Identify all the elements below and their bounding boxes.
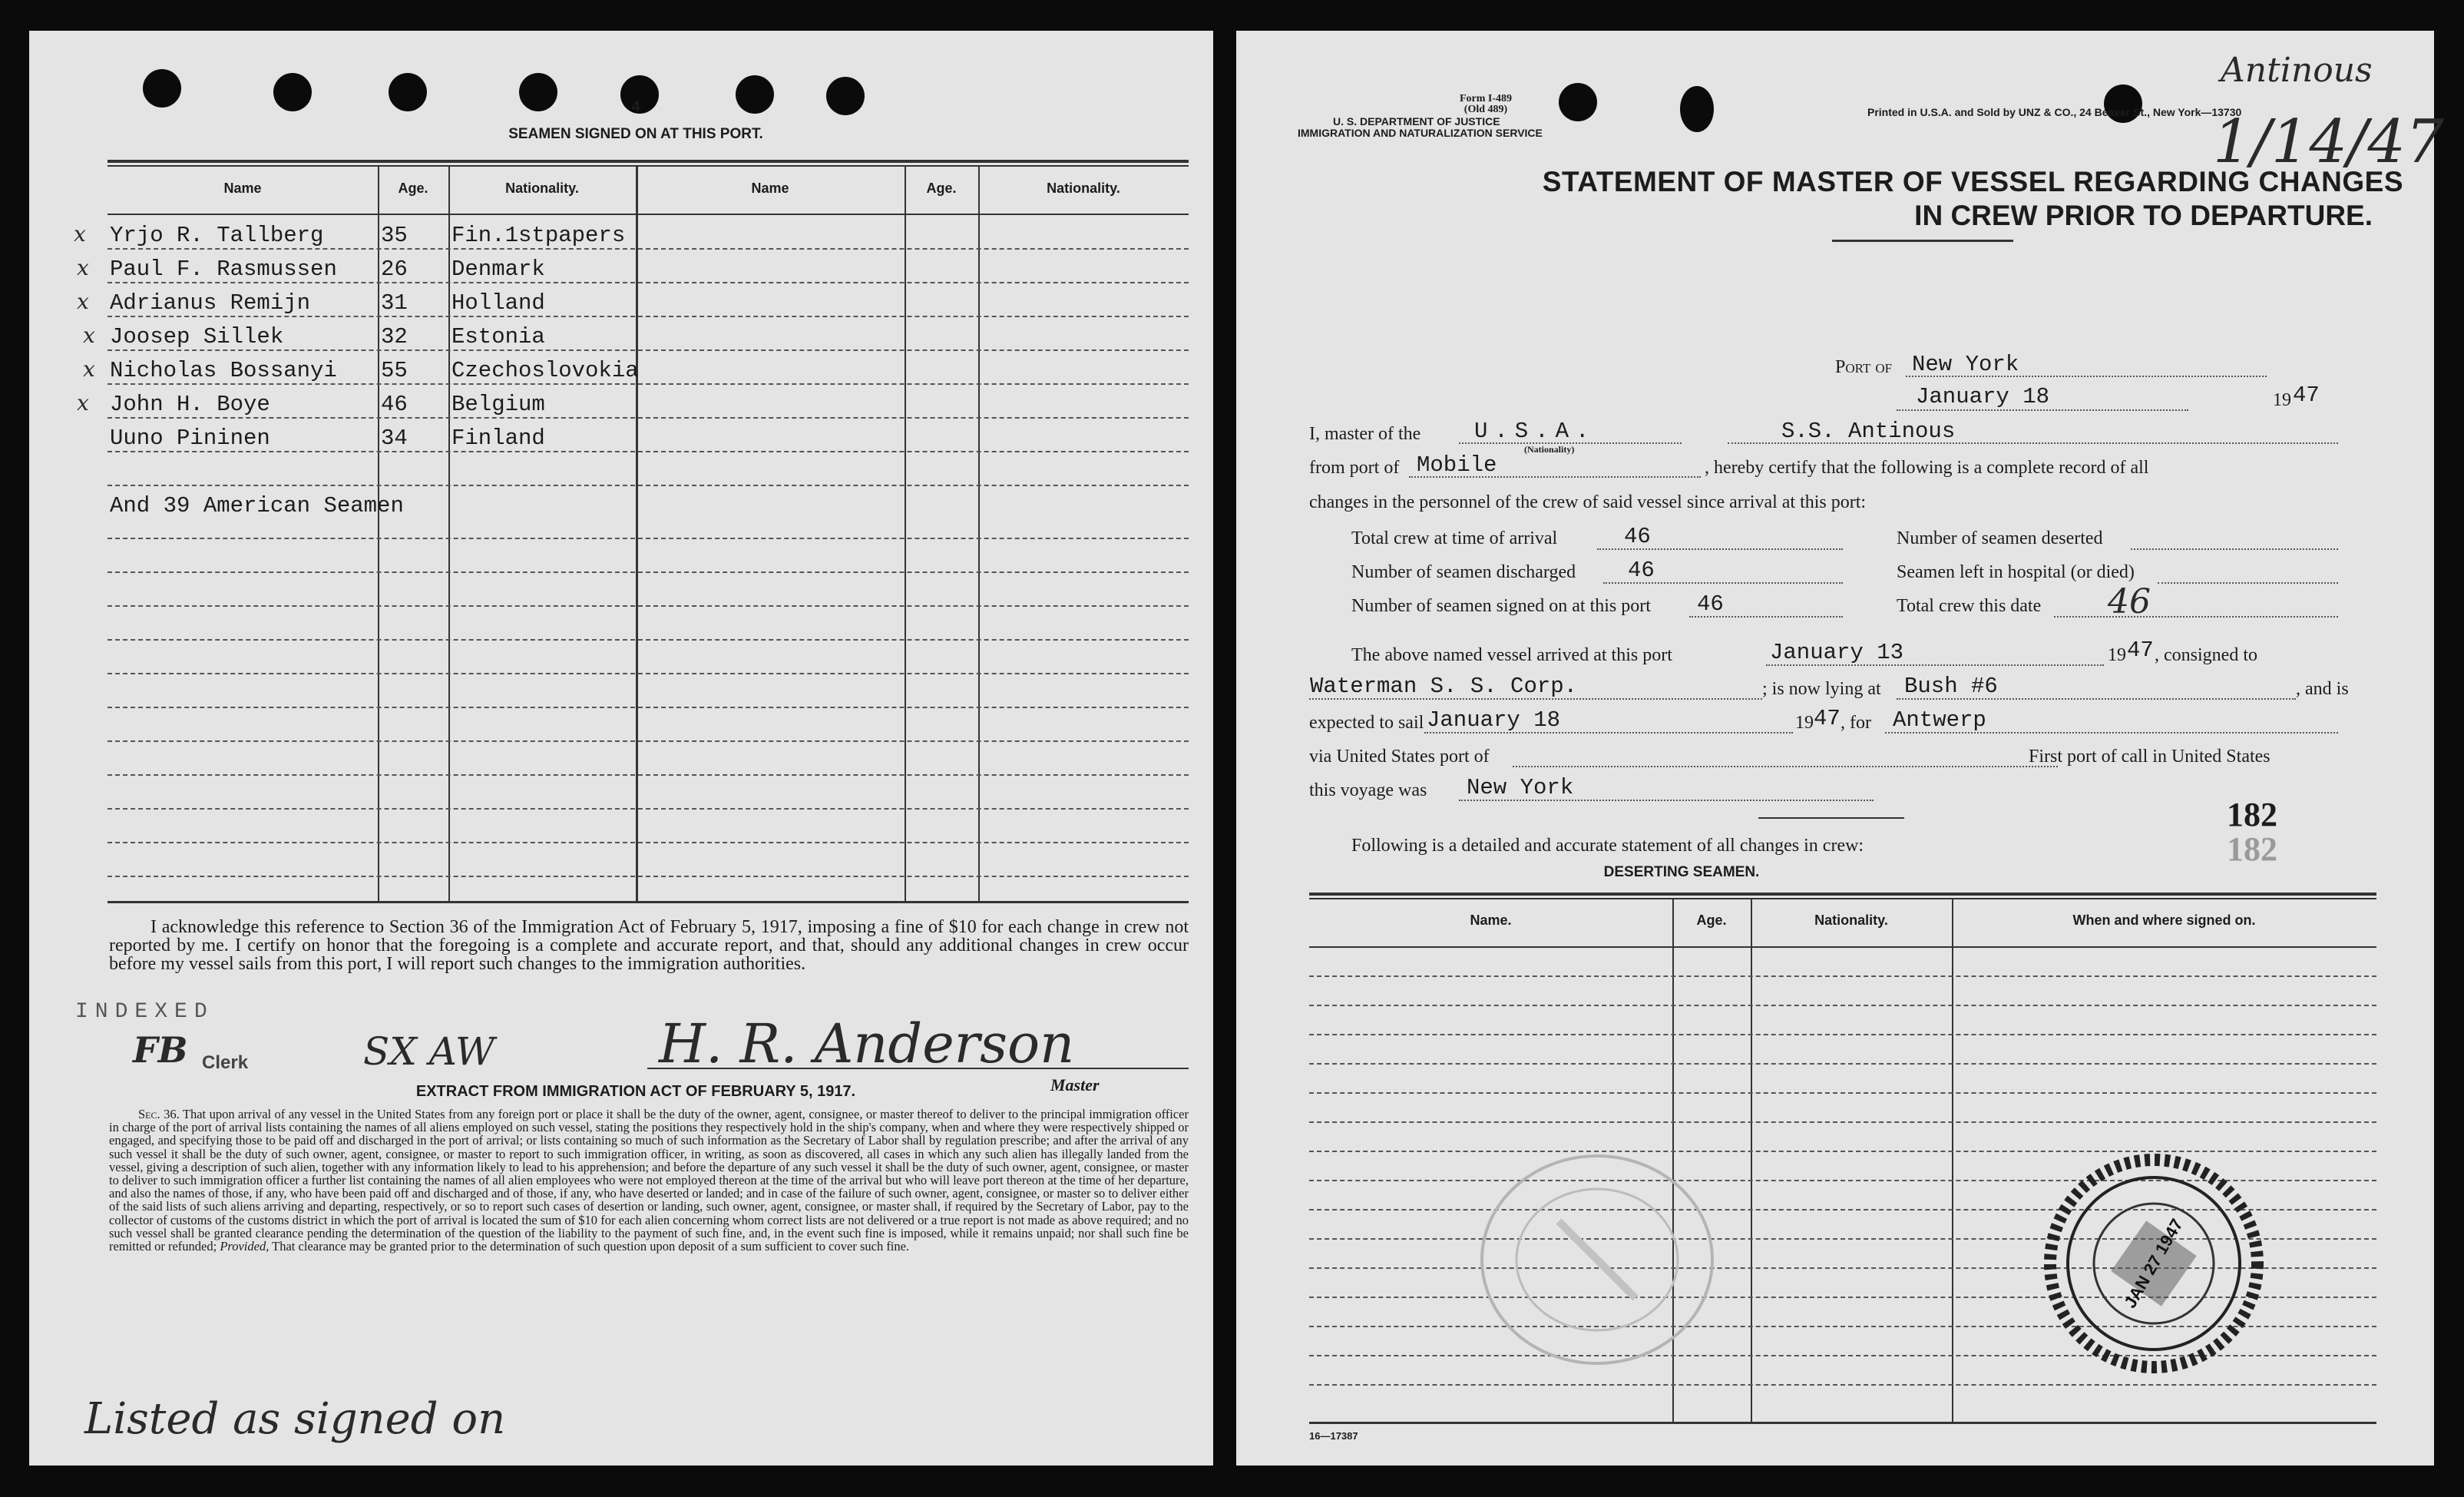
master-of-label: I, master of the bbox=[1309, 424, 1421, 444]
master-label: Master bbox=[1050, 1075, 1100, 1095]
stamp-number: 182 bbox=[2227, 796, 2277, 833]
col-header-nationality-2: Nationality. bbox=[1047, 181, 1120, 196]
stat-value: 46 bbox=[1697, 591, 1724, 617]
stat-label: Total crew this date bbox=[1897, 596, 2042, 616]
form-number: Form I-489 bbox=[1459, 93, 1513, 104]
postmark-date-text: JAN 27 1947 bbox=[2120, 1215, 2187, 1312]
desert-col-signed: When and where signed on. bbox=[2072, 912, 2256, 928]
section-body: That upon arrival of any vessel in the United States from any foreign port or place it shall be the duty of the owner, agent, consignee, or master thereof to deliver to the principal immigration officer in charge of the port of arrival lists containing the names of all aliens employed on such vessel, stating the positions they respectively hold in the ship's company, when and where they were respectively shipped or engaged, and specifying those to be paid off and discharged in the port of arrival; or lists containing so much of such information as the Secretary of Labor shall by regulation prescribe; and after the arrival of any such vessel it shall be the duty of such owner, agent, consignee, or master to report to such immigration officer, in writing, as soon as discovered, all cases in which any such alien has illegally landed from the vessel, giving a description of such alien, together with any information likely to lead to his apprehension; and before the departure of any such vessel it shall be the duty of such owner, agent, consignee, or master to deliver to such immigration officer a further list containing the names of all alien employees who were not employed thereon at the time of the arrival but who will leave port thereon at the time of her departure, and also the names of those, if any, who have been paid off and discharged and of those, if any, who have deserted or landed; and in case of the failure of such owner, agent, consignee, or master so to deliver either of the said lists of such aliens arriving and departing, respectively, or so to report such cases of desertion or landing, such owner, agent, consignee, or master shall, if required by the Secretary of Labor, pay to the collector of customs of the customs district in which the port of arrival is located the sum of $10 for each alien concerning whom correct lists are not delivered or a true report is not made as above required; and no such vessel shall be granted clearance pending the determination of the question of the liability to the payment of such fine, and, in the event such fine is imposed, while it remains unpaid; nor shall such fine be remitted or refunded; bbox=[109, 1107, 1189, 1254]
stat-value: 46 bbox=[1624, 524, 1651, 549]
clerk-label: Clerk bbox=[202, 1052, 249, 1073]
crew-name: Nicholas Bossanyi bbox=[110, 358, 337, 383]
crew-nationality: Finland bbox=[451, 426, 545, 451]
corner-note-vessel: Antinous bbox=[2221, 51, 2373, 90]
lying-value: Bush #6 bbox=[1904, 674, 1998, 699]
first-port-label: First port of call in United States bbox=[2029, 747, 2271, 767]
crew-name: Paul F. Rasmussen bbox=[110, 257, 337, 282]
extra-seamen-note: And 39 American Seamen bbox=[110, 493, 404, 518]
section-label: Sec. 36. bbox=[138, 1107, 180, 1121]
form-title-line1: STATEMENT OF MASTER OF VESSEL REGARDING CHANGES bbox=[1542, 166, 2403, 197]
and-is-text: , and is bbox=[2296, 679, 2349, 699]
crew-age: 32 bbox=[381, 324, 408, 349]
expected-label: expected to sail bbox=[1309, 713, 1424, 733]
date-value: January 18 bbox=[1916, 384, 2050, 409]
crew-age: 26 bbox=[381, 257, 408, 282]
stat-label: Number of seamen deserted bbox=[1897, 528, 2103, 548]
certify-text: , hereby certify that the following is a complete record of all bbox=[1705, 458, 2149, 478]
from-port-value: Mobile bbox=[1417, 452, 1497, 478]
desert-col-name: Name. bbox=[1470, 912, 1512, 928]
dept-block bbox=[1298, 116, 1682, 139]
desert-col-nationality: Nationality. bbox=[1814, 912, 1888, 928]
crew-name: Joosep Sillek bbox=[110, 324, 284, 349]
stat-label: Seamen left in hospital (or died) bbox=[1897, 562, 2135, 582]
consigned-year: 47 bbox=[2127, 638, 2154, 663]
voyage-value: New York bbox=[1467, 775, 1574, 800]
consignee-value: Waterman S. S. Corp. bbox=[1310, 674, 1578, 699]
crew-nationality: Czechoslovokia bbox=[451, 358, 639, 383]
voyage-label: this voyage was bbox=[1309, 780, 1427, 800]
changes-text: changes in the personnel of the crew of said vessel since arrival at this port: bbox=[1309, 492, 1867, 512]
stat-value: 46 bbox=[2108, 582, 2151, 621]
row-check-mark: x bbox=[83, 323, 95, 348]
via-label: via United States port of bbox=[1309, 747, 1490, 767]
col-header-name-2: Name bbox=[751, 181, 789, 196]
col-header-age: Age. bbox=[398, 181, 428, 196]
row-check-mark: x bbox=[77, 289, 89, 314]
col-header-nationality: Nationality. bbox=[505, 181, 579, 196]
year-value: 47 bbox=[2293, 383, 2320, 408]
row-check-mark: x bbox=[83, 356, 95, 382]
row-check-mark: x bbox=[74, 221, 86, 247]
crew-nationality: Belgium bbox=[451, 392, 545, 417]
for-value: Antwerp bbox=[1893, 707, 1986, 733]
crew-name: Yrjo R. Tallberg bbox=[110, 223, 324, 248]
page-number: 4 bbox=[631, 98, 640, 115]
crew-age: 34 bbox=[381, 426, 408, 451]
crew-nationality: Fin.1stpapers bbox=[451, 223, 626, 248]
crew-nationality: Denmark bbox=[451, 257, 545, 282]
crew-name: John H. Boye bbox=[110, 392, 270, 417]
crew-age: 55 bbox=[381, 358, 408, 383]
deserting-title: DESERTING SEAMEN. bbox=[1603, 864, 1760, 880]
faint-circular-stamp bbox=[1467, 1137, 1728, 1383]
stat-label: Total crew at time of arrival bbox=[1351, 528, 1558, 548]
year-prefix: 19 bbox=[1795, 713, 1814, 733]
year-prefix: 19 bbox=[2273, 390, 2291, 410]
crew-age: 46 bbox=[381, 392, 408, 417]
stat-value: 46 bbox=[1628, 558, 1655, 583]
indexed-stamp: INDEXED bbox=[75, 1000, 214, 1024]
listed-note-handwritten: Listed as signed on bbox=[84, 1394, 506, 1444]
from-port-label: from port of bbox=[1309, 458, 1400, 478]
proviso-label: Provided, bbox=[220, 1239, 270, 1254]
corner-note-date: 1/14/47 bbox=[2213, 108, 2444, 177]
expected-year: 47 bbox=[1814, 706, 1841, 731]
dept-name: U. S. DEPARTMENT OF JUSTICE bbox=[1333, 115, 1500, 128]
form-number-block bbox=[1417, 94, 1555, 115]
dark-postmark-stamp bbox=[2027, 1144, 2280, 1383]
vessel-value: S.S. Antinous bbox=[1781, 419, 1956, 444]
form-old-number: (Old 489) bbox=[1464, 104, 1508, 115]
year-prefix: 19 bbox=[2108, 645, 2126, 665]
lying-label: ; is now lying at bbox=[1762, 679, 1881, 699]
nationality-caption: (Nationality) bbox=[1524, 444, 1575, 455]
proviso-text: That clearance may be granted prior to the determination of such question upon deposit of a sum sufficient to cover such fine. bbox=[272, 1239, 910, 1254]
col-header-name: Name bbox=[223, 181, 262, 196]
expected-value: January 18 bbox=[1427, 707, 1561, 733]
consigned-label: , consigned to bbox=[2155, 645, 2257, 665]
stamp-number-faint: 182 bbox=[2227, 830, 2277, 868]
col-header-age-2: Age. bbox=[926, 181, 957, 196]
section-36-text bbox=[109, 1108, 1189, 1253]
for-label: , for bbox=[1841, 713, 1871, 733]
crew-nationality: Holland bbox=[451, 290, 545, 316]
acknowledgement-text: I acknowledge this reference to Section 36 of the Immigration Act of February 5, 1917, imposing a fine of $10 for each change in crew not reported by me. I certify on honor that the foregoing is a complete and accurate report, and that, should any additional changes in crew occur before my vessel sails from this port, I will report such changes to the immigration authorities. bbox=[109, 917, 1189, 974]
nationality-value: U.S.A. bbox=[1474, 419, 1596, 444]
port-label: Port of bbox=[1835, 357, 1893, 377]
service-name: IMMIGRATION AND NATURALIZATION SERVICE bbox=[1298, 127, 1543, 139]
crew-name: Adrianus Remijn bbox=[110, 290, 311, 316]
arrived-label: The above named vessel arrived at this port bbox=[1351, 645, 1672, 665]
footer-code: 16—17387 bbox=[1309, 1430, 1358, 1442]
right-page bbox=[1236, 31, 2444, 1466]
master-signature: H. R. Anderson bbox=[659, 1012, 1075, 1075]
row-check-mark: x bbox=[77, 255, 89, 280]
clerk-initials: FB bbox=[133, 1029, 188, 1071]
printer-credit: Printed in U.S.A. and Sold by UNZ & CO., 24 Beaver St., New York—13730 bbox=[1867, 106, 2242, 118]
desert-col-age: Age. bbox=[1696, 912, 1727, 928]
row-check-mark: x bbox=[77, 390, 89, 416]
crew-age: 31 bbox=[381, 290, 408, 316]
crew-name: Uuno Pininen bbox=[110, 426, 270, 451]
stat-label: Number of seamen signed on at this port bbox=[1351, 596, 1651, 616]
port-value: New York bbox=[1912, 352, 2019, 377]
following-text: Following is a detailed and accurate statement of all changes in crew: bbox=[1351, 836, 1864, 856]
page-title: SEAMEN SIGNED ON AT THIS PORT. bbox=[508, 126, 763, 142]
stat-label: Number of seamen discharged bbox=[1351, 562, 1576, 582]
crew-age: 35 bbox=[381, 223, 408, 248]
extract-title: EXTRACT FROM IMMIGRATION ACT OF FEBRUARY 5, 1917. bbox=[415, 1083, 856, 1100]
form-title-line2: IN CREW PRIOR TO DEPARTURE. bbox=[1914, 200, 2373, 231]
initials-handwritten: SX AW bbox=[363, 1029, 495, 1074]
left-page bbox=[29, 31, 1213, 1466]
punch-hole bbox=[1680, 86, 1714, 132]
arrived-value: January 13 bbox=[1770, 640, 1904, 665]
crew-nationality: Estonia bbox=[451, 324, 545, 349]
